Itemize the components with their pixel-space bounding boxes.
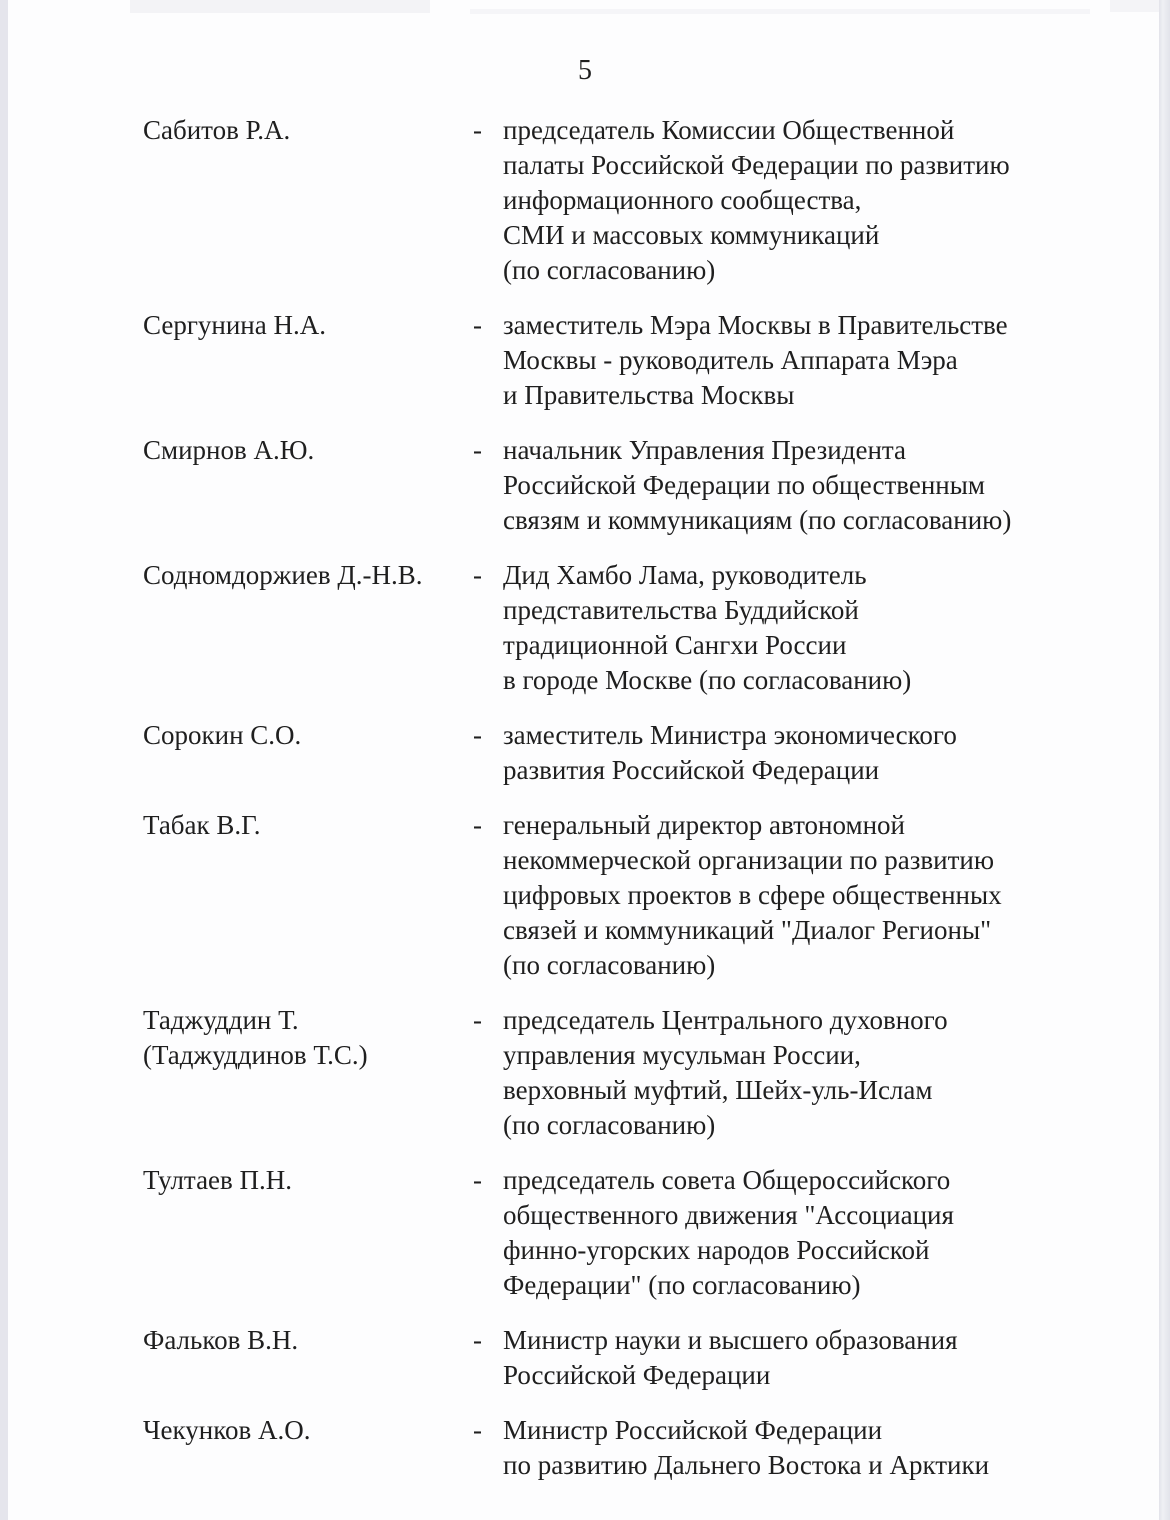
text-line: (по согласованию) — [503, 255, 716, 285]
member-name — [143, 718, 473, 753]
text-line: Сорокин С.О. — [143, 720, 302, 750]
scan-artifact — [470, 9, 1090, 14]
text-line: Содномдоржиев Д.-Н.В. — [143, 560, 423, 590]
member-role — [503, 1003, 1088, 1143]
member-role — [503, 1163, 1088, 1303]
text-line: начальник Управления Президента — [503, 435, 907, 465]
member-name — [143, 1413, 473, 1448]
text-line: (Таджуддинов Т.С.) — [143, 1040, 368, 1070]
text-line: представительства Буддийской — [503, 595, 859, 625]
text-line: председатель Центрального духовного — [503, 1005, 948, 1035]
text-line: Министр Российской Федерации — [503, 1415, 883, 1445]
member-role — [503, 1413, 1088, 1483]
separator-dash: - — [473, 560, 482, 590]
separator-dash: - — [473, 310, 482, 340]
member-name — [143, 1003, 473, 1073]
member-role — [503, 308, 1088, 413]
member-name — [143, 1163, 473, 1198]
text-line: (по согласованию) — [503, 1110, 716, 1140]
text-line: Сергунина Н.А. — [143, 310, 326, 340]
page-number: 5 — [578, 55, 592, 86]
separator-dash: - — [473, 1005, 482, 1035]
text-line: палаты Российской Федерации по развитию — [503, 150, 1010, 180]
text-line: председатель совета Общероссийского — [503, 1165, 951, 1195]
member-list — [143, 113, 1130, 1503]
text-line: управления мусульман России, — [503, 1040, 861, 1070]
text-line: и Правительства Москвы — [503, 380, 795, 410]
text-line: связей и коммуникаций "Диалог Регионы" — [503, 915, 992, 945]
member-row — [143, 1003, 1130, 1143]
member-row — [143, 1323, 1130, 1393]
text-line: традиционной Сангхи России — [503, 630, 847, 660]
text-line: генеральный директор автономной — [503, 810, 905, 840]
text-line: СМИ и массовых коммуникаций — [503, 220, 880, 250]
separator-dash: - — [473, 720, 482, 750]
member-row — [143, 718, 1130, 788]
text-line: Российской Федерации по общественным — [503, 470, 985, 500]
member-row — [143, 113, 1130, 288]
text-line: верховный муфтий, Шейх-уль-Ислам — [503, 1075, 933, 1105]
text-line: Чекунков А.О. — [143, 1415, 311, 1445]
member-row — [143, 558, 1130, 698]
text-line: (по согласованию) — [503, 950, 716, 980]
separator-dash: - — [473, 115, 482, 145]
text-line: Дид Хамбо Лама, руководитель — [503, 560, 867, 590]
text-line: Тултаев П.Н. — [143, 1165, 293, 1195]
text-line: Министр науки и высшего образования — [503, 1325, 958, 1355]
member-role — [503, 718, 1088, 788]
text-line: цифровых проектов в сфере общественных — [503, 880, 1002, 910]
text-line: Сабитов Р.А. — [143, 115, 291, 145]
separator-dash: - — [473, 1415, 482, 1445]
text-line: Федерации" (по согласованию) — [503, 1270, 861, 1300]
member-name — [143, 1323, 473, 1358]
member-name — [143, 558, 473, 593]
scan-artifact — [130, 0, 430, 13]
member-row — [143, 433, 1130, 538]
text-line: по развитию Дальнего Востока и Арктики — [503, 1450, 990, 1480]
member-name — [143, 308, 473, 343]
text-line: Москвы - руководитель Аппарата Мэра — [503, 345, 958, 375]
separator-dash: - — [473, 810, 482, 840]
member-row — [143, 1413, 1130, 1483]
member-role — [503, 433, 1088, 538]
text-line: заместитель Мэра Москвы в Правительстве — [503, 310, 1008, 340]
text-line: информационного сообщества, — [503, 185, 862, 215]
separator-dash: - — [473, 1165, 482, 1195]
member-name — [143, 808, 473, 843]
text-line: Табак В.Г. — [143, 810, 261, 840]
right-edge-strip — [1159, 0, 1170, 1520]
text-line: связям и коммуникациям (по согласованию) — [503, 505, 1012, 535]
separator-dash: - — [473, 435, 482, 465]
member-row — [143, 808, 1130, 983]
text-line: финно-угорских народов Российской — [503, 1235, 930, 1265]
text-line: Таджуддин Т. — [143, 1005, 299, 1035]
text-line: общественного движения "Ассоциация — [503, 1200, 954, 1230]
member-role — [503, 1323, 1088, 1393]
left-edge-strip — [0, 0, 8, 1520]
text-line: Российской Федерации — [503, 1360, 771, 1390]
text-line: председатель Комиссии Общественной — [503, 115, 955, 145]
text-line: развития Российской Федерации — [503, 755, 880, 785]
text-line: некоммерческой организации по развитию — [503, 845, 994, 875]
scan-artifact — [1110, 0, 1159, 12]
member-name — [143, 433, 473, 468]
member-name — [143, 113, 473, 148]
member-row — [143, 308, 1130, 413]
member-role — [503, 558, 1088, 698]
member-row — [143, 1163, 1130, 1303]
text-line: Смирнов А.Ю. — [143, 435, 315, 465]
separator-dash: - — [473, 1325, 482, 1355]
member-role — [503, 808, 1088, 983]
text-line: Фальков В.Н. — [143, 1325, 299, 1355]
text-line: в городе Москве (по согласованию) — [503, 665, 912, 695]
text-line: заместитель Министра экономического — [503, 720, 957, 750]
member-role — [503, 113, 1088, 288]
